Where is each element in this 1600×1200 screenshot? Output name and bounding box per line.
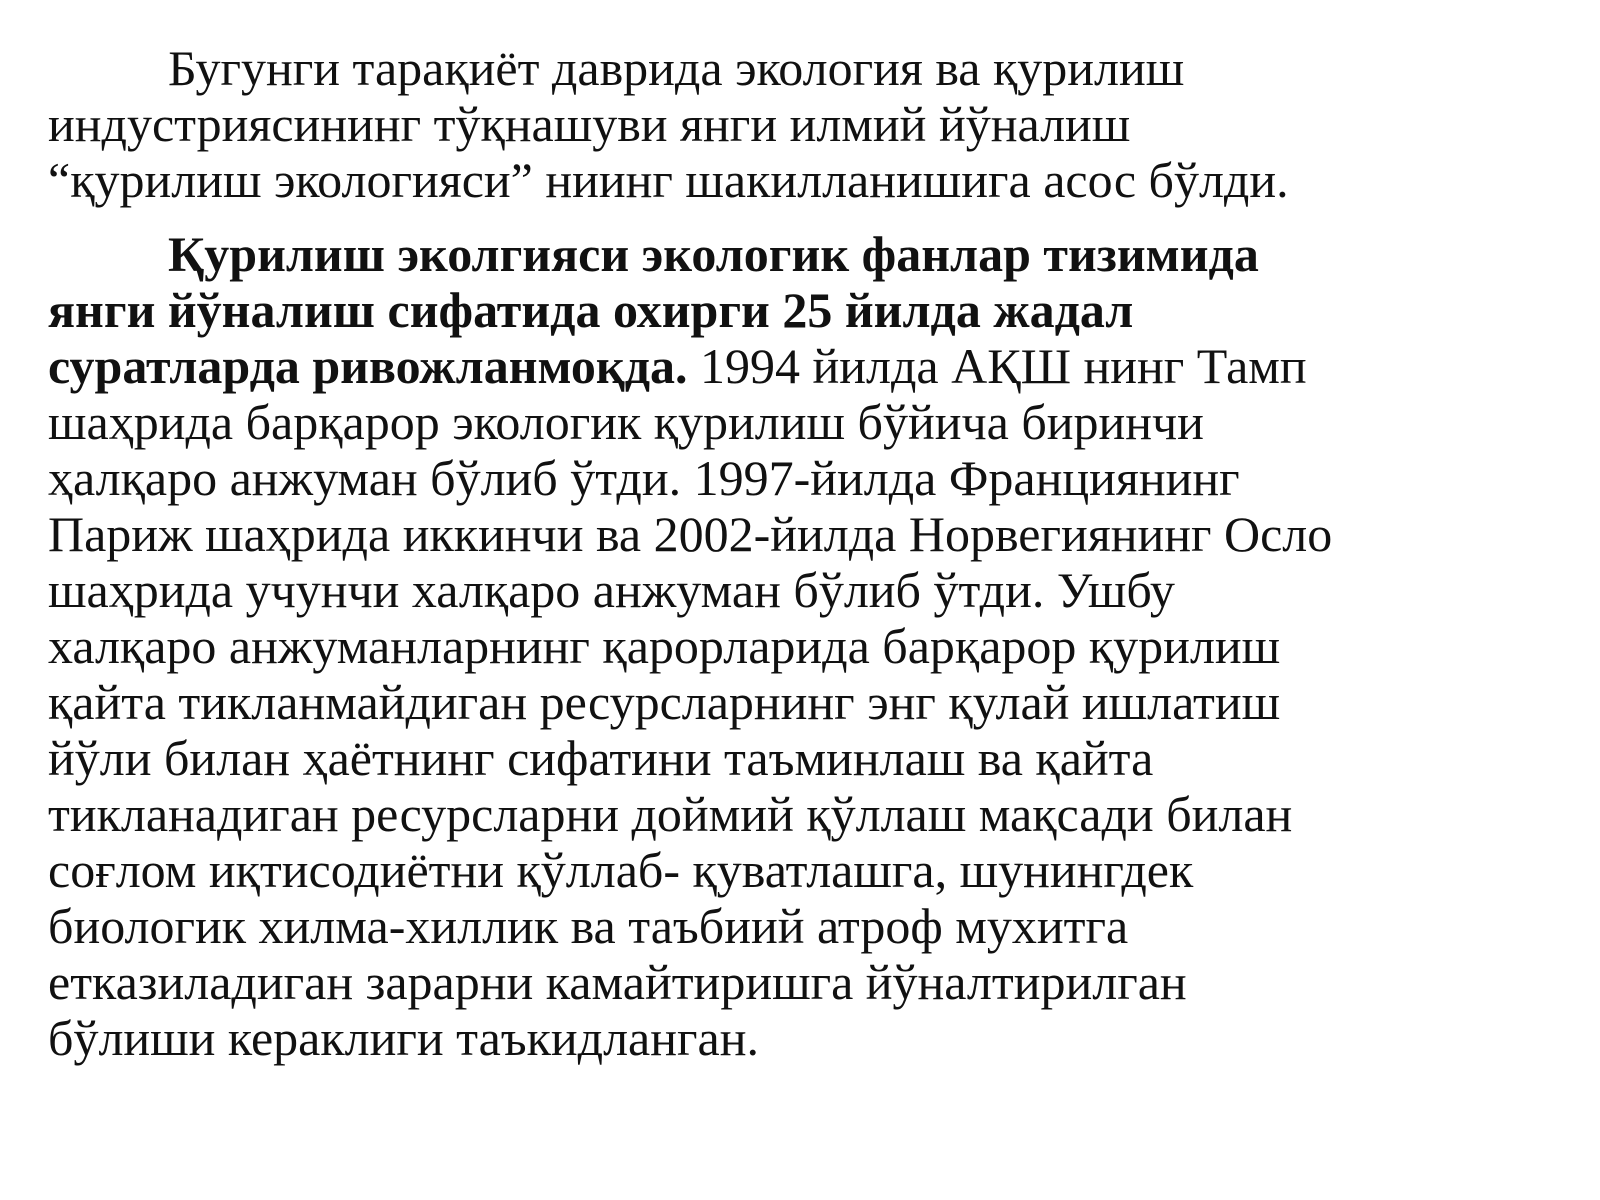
paragraph-1-line: Бугунги тарақиёт даврида экология ва қурилиш: [168, 40, 1185, 96]
paragraph-2-line: етказиладиган зарарни камайтиришга йўналтирилган: [48, 954, 1187, 1010]
paragraph-1-line: “қурилиш экологияси” ниинг шакилланишига асос бўлди.: [48, 152, 1289, 208]
paragraph-2-line: шаҳрида учунчи халқаро анжуман бўлиб ўтди. Ушбу: [48, 562, 1175, 618]
paragraph-2-line: қайта тикланмайдиган ресурсларнинг энг қулай ишлатиш: [48, 674, 1281, 730]
paragraph-2-bold-line: Қурилиш эколгияси экологик фанлар тизимида: [168, 226, 1259, 282]
paragraph-2-line: халқаро анжуманларнинг қарорларида барқарор қурилиш: [48, 618, 1281, 674]
paragraph-2-line: ҳалқаро анжуман бўлиб ўтди. 1997-йилда Франциянинг: [48, 450, 1240, 506]
paragraph-2-regular-fragment: 1994 йилда АҚШ нинг Тамп: [687, 338, 1307, 394]
paragraph-2-line: бўлиши кераклиги таъкидланган.: [48, 1010, 759, 1066]
paragraph-2-line: Париж шаҳрида иккинчи ва 2002-йилда Норвегиянинг Осло: [48, 506, 1333, 562]
paragraph-2-bold-line: янги йўналиш сифатида охирги 25 йилда жадал: [48, 282, 1134, 338]
paragraph-2-line: соғлом иқтисодиётни қўллаб- қуватлашга, шунингдек: [48, 842, 1194, 898]
paragraph-1: [48, 40, 1578, 208]
text-body: [48, 40, 1578, 1066]
paragraph-2-line: йўли билан ҳаётнинг сифатини таъминлаш ва қайта: [48, 730, 1154, 786]
paragraph-2-line: биологик хилма-хиллик ва таъбиий атроф мухитга: [48, 898, 1129, 954]
paragraph-2-bold-fragment: суратларда ривожланмоқда.: [48, 338, 688, 394]
paragraph-1-line: индустриясининг тўқнашуви янги илмий йўналиш: [48, 96, 1131, 152]
paragraph-2-line: тикланадиган ресурсларни доймий қўллаш мақсади билан: [48, 786, 1293, 842]
paragraph-2-mixed-line: [48, 338, 1578, 394]
paragraph-2-line: шаҳрида барқарор экологик қурилиш бўйича биринчи: [48, 394, 1204, 450]
paragraph-2: [48, 226, 1578, 1066]
